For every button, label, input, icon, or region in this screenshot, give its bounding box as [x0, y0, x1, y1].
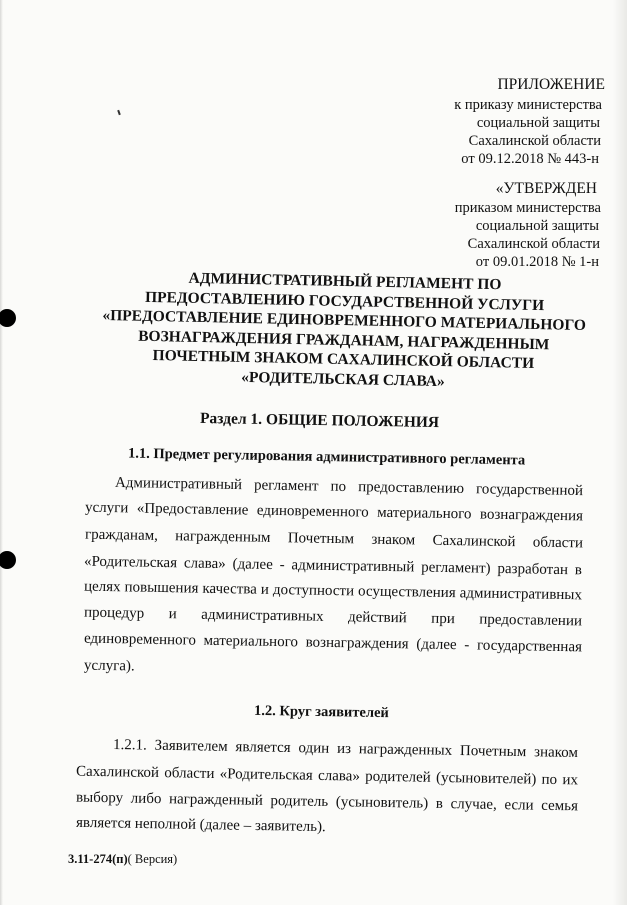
approval-date: от 09.01.2018 № 1-н: [475, 254, 599, 270]
appendix-line: к приказу министерства: [454, 97, 602, 113]
paragraph-line: Административный регламент по предоставлению государственной: [114, 474, 584, 500]
punch-hole-bottom: [0, 551, 16, 569]
paragraph-line: «Родительская слава» (далее - административный регламент) разработан в: [83, 553, 583, 579]
subsection-1-2-heading: 1.2. Круг заявителей: [253, 702, 389, 722]
paragraph-line: Сахалинской области «Родительская слава» родителей (усыновителей) по их: [75, 763, 579, 789]
title-line: «РОДИТЕЛЬСКАЯ СЛАВА»: [241, 368, 445, 390]
appendix-date: от 09.12.2018 № 443-н: [461, 151, 599, 167]
scan-shadow-left: [0, 0, 3, 905]
paragraph-line: процедур и административных действий при предоставлении: [83, 604, 583, 630]
appendix-line: Сахалинской области: [468, 133, 601, 149]
document-footer-code: [68, 852, 177, 867]
section-1-heading: Раздел 1. ОБЩИЕ ПОЛОЖЕНИЯ: [199, 409, 440, 432]
document-title: [69, 266, 619, 394]
approval-heading: «УТВЕРЖДЕН: [495, 180, 597, 197]
subsection-1-1-heading: 1.1. Предмет регулирования административного регламента: [127, 445, 526, 469]
appendix-line: социальной защиты: [476, 115, 600, 131]
title-line: ВОЗНАГРАЖДЕНИЯ ГРАЖДАНАМ, НАГРАЖДЕННЫМ: [138, 327, 550, 353]
paragraph-line-last: является неполной (далее – заявитель).: [75, 814, 326, 836]
title-line: «ПРЕДОСТАВЛЕНИЕ ЕДИНОВРЕМЕННОГО МАТЕРИАЛЬНОГО: [102, 306, 587, 335]
approval-block: [297, 180, 601, 271]
scan-shadow-right: [613, 0, 627, 905]
approval-line: приказом министерства: [454, 200, 601, 216]
paragraph-line-last: услуга).: [83, 657, 135, 675]
title-line: ПОЧЕТНЫМ ЗНАКОМ САХАЛИНСКОЙ ОБЛАСТИ: [152, 346, 535, 372]
appendix-block: [305, 76, 605, 168]
paragraph-line: единовременного материального вознаграждения (далее - государственная: [83, 630, 583, 656]
paragraph-line: 1.2.1. Заявителем является один из награжденных Почетным знаком: [112, 736, 579, 762]
paragraph-line: целях повышения качества и доступности осуществления административных: [83, 578, 583, 604]
paragraph-line: услуги «Предоставление единовременного материального вознаграждения: [84, 499, 584, 525]
approval-line: социальной защиты: [475, 218, 599, 234]
footer-code: 3.11-274(п): [68, 852, 128, 866]
scan-speck: [117, 110, 121, 115]
footer-version: ( Версия): [127, 852, 178, 866]
title-line: ПРЕДОСТАВЛЕНИЮ ГОСУДАРСТВЕННОЙ УСЛУГИ: [144, 288, 545, 314]
title-line: АДМИНИСТРАТИВНЫЙ РЕГЛАМЕНТ ПО: [188, 269, 502, 294]
paragraph-line: выбору либо награжденный родитель (усыновитель) в случае, если семья: [75, 789, 579, 815]
punch-hole-top: [0, 309, 16, 327]
appendix-heading: ПРИЛОЖЕНИЕ: [497, 76, 605, 93]
approval-line: Сахалинской области: [467, 236, 600, 252]
paragraph-line: гражданам, награжденным Почетным знаком Сахалинской области: [84, 526, 584, 552]
